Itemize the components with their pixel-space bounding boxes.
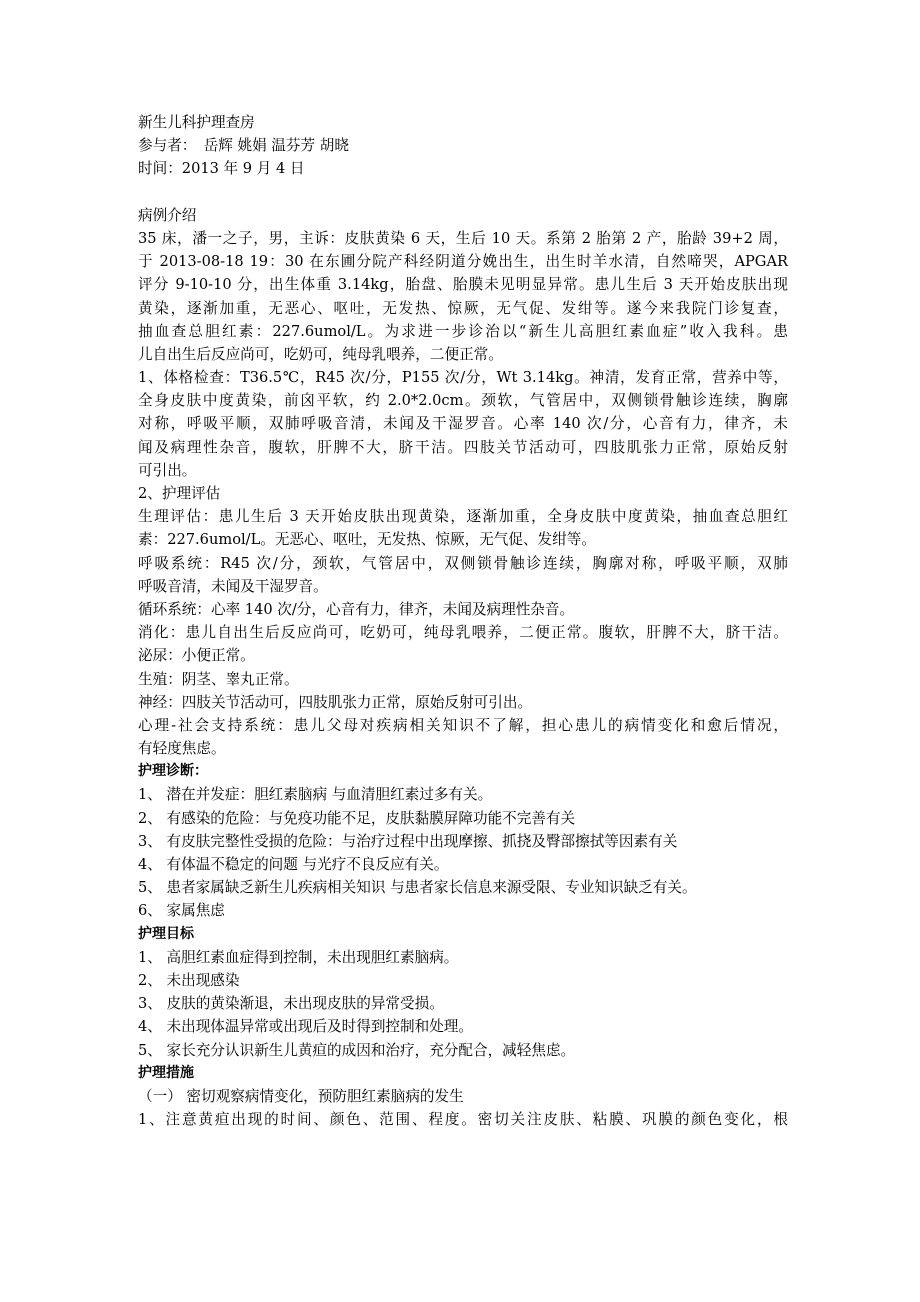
assessment-line: 消化：患儿自出生后反应尚可，吃奶可，纯母乳喂养，二便正常。腹软，肝脾不大，脐干洁。 xyxy=(138,624,788,642)
physical-exam-line: 1、体格检查：T36.5℃，R45 次/分，P155 次/分，Wt 3.14kg。神清，发育正常，营养中等， xyxy=(138,369,788,387)
time-line: 时间：2013 年 9 月 4 日 xyxy=(138,160,305,178)
assessment-line: 素：227.6umol/L。无恶心、呕吐，无发热、惊厥，无气促、发绀等。 xyxy=(138,531,596,549)
measures-heading: 护理措施 xyxy=(138,1064,194,1081)
goal-item: 2、 未出现感染 xyxy=(138,971,240,989)
goal-item: 5、 家长充分认识新生儿黄疸的成因和治疗，充分配合，减轻焦虑。 xyxy=(138,1041,576,1059)
measures-line: 1、注意黄疸出现的时间、颜色、范围、程度。密切关注皮肤、粘膜、巩膜的颜色变化，根 xyxy=(138,1111,788,1129)
case-intro-line: 抽血查总胆红素：227.6umol/L。为求进一步诊治以“新生儿高胆红素血症”收入我科。患 xyxy=(138,322,788,340)
goal-item: 4、 未出现体温异常或出现后及时得到控制和处理。 xyxy=(138,1018,473,1036)
assessment-line: 泌尿：小便正常。 xyxy=(138,647,255,665)
document-page xyxy=(138,111,788,1131)
goal-item: 3、 皮肤的黄染渐退，未出现皮肤的异常受损。 xyxy=(138,995,444,1013)
participants-line: 参与者： 岳辉 姚娟 温芬芳 胡晓 xyxy=(138,137,349,155)
case-intro-line: 儿自出生后反应尚可，吃奶可，纯母乳喂养，二便正常。 xyxy=(138,345,503,363)
physical-exam-line: 对称，呼吸平顺，双肺呼吸音清，未闻及干湿罗音。心率 140 次/分，心音有力，律齐，未 xyxy=(138,415,788,433)
assessment-line: 呼吸系统：R45 次/分，颈软，气管居中，双侧锁骨触诊连续，胸廓对称，呼吸平顺，双肺 xyxy=(138,554,788,572)
assessment-line: 呼吸音清，未闻及干湿罗音。 xyxy=(138,577,328,595)
diagnosis-item: 4、 有体温不稳定的问题 与光疗不良反应有关。 xyxy=(138,856,449,873)
diagnosis-heading: 护理诊断： xyxy=(138,763,208,780)
physical-exam-line: 可引出。 xyxy=(138,461,197,479)
case-intro-line: 35 床，潘一之子，男，主诉：皮肤黄染 6 天，生后 10 天。系第 2 胎第 2 产，胎龄 39+2 周， xyxy=(138,229,788,247)
assessment-line: 神经：四肢关节活动可，四肢肌张力正常，原始反射可引出。 xyxy=(138,693,533,711)
diagnosis-item: 1、 潜在并发症：胆红素脑病 与血清胆红素过多有关。 xyxy=(138,786,493,804)
goals-heading: 护理目标 xyxy=(138,925,194,942)
case-intro-line: 于 2013-08-18 19：30 在东圃分院产科经阴道分娩出生，出生时羊水清，自然啼哭，APGAR xyxy=(138,253,788,271)
blank-line xyxy=(138,181,788,204)
physical-exam-line: 全身皮肤中度黄染，前囟平软，约 2.0*2.0cm。颈软，气管居中，双侧锁骨触诊连续，胸廓 xyxy=(138,392,788,410)
diagnosis-item: 3、 有皮肤完整性受损的危险：与治疗过程中出现摩擦、抓挠及臀部擦拭等因素有关 xyxy=(138,832,678,850)
case-intro-heading: 病例介绍 xyxy=(138,206,197,224)
diagnosis-item: 6、 家属焦虑 xyxy=(138,902,225,920)
assessment-line: 循环系统：心率 140 次/分，心音有力，律齐，未闻及病理性杂音。 xyxy=(138,600,575,618)
physical-exam-line: 闻及病理性杂音，腹软，肝脾不大，脐干洁。四肢关节活动可，四肢肌张力正常，原始反射 xyxy=(138,438,788,456)
assessment-line: 心理-社会支持系统：患儿父母对疾病相关知识不了解，担心患儿的病情变化和愈后情况， xyxy=(138,716,788,734)
diagnosis-item: 5、 患者家属缺乏新生儿疾病相关知识 与患者家长信息来源受限、专业知识缺乏有关。 xyxy=(138,879,697,897)
assessment-line: 生理评估：患儿生后 3 天开始皮肤出现黄染，逐渐加重，全身皮肤中度黄染，抽血查总胆红 xyxy=(138,508,788,526)
diagnosis-item: 2、 有感染的危险：与免疫功能不足，皮肤黏膜屏障功能不完善有关 xyxy=(138,809,576,827)
assessment-line: 有轻度焦虑。 xyxy=(138,740,226,758)
measures-subheading: （一） 密切观察病情变化，预防胆红素脑病的发生 xyxy=(138,1087,464,1105)
case-intro-line: 黄染，逐渐加重，无恶心、呕吐，无发热、惊厥，无气促、发绀等。遂今来我院门诊复查， xyxy=(138,299,788,317)
goal-item: 1、 高胆红素血症得到控制，未出现胆红素脑病。 xyxy=(138,948,459,966)
assessment-line: 生殖：阴茎、睾丸正常。 xyxy=(138,670,299,688)
case-intro-line: 评分 9-10-10 分，出生体重 3.14kg，胎盘、胎膜未见明显异常。患儿生后 3 天开始皮肤出现 xyxy=(138,276,788,294)
document-title: 新生儿科护理查房 xyxy=(138,114,255,131)
assessment-heading: 2、护理评估 xyxy=(138,485,221,502)
